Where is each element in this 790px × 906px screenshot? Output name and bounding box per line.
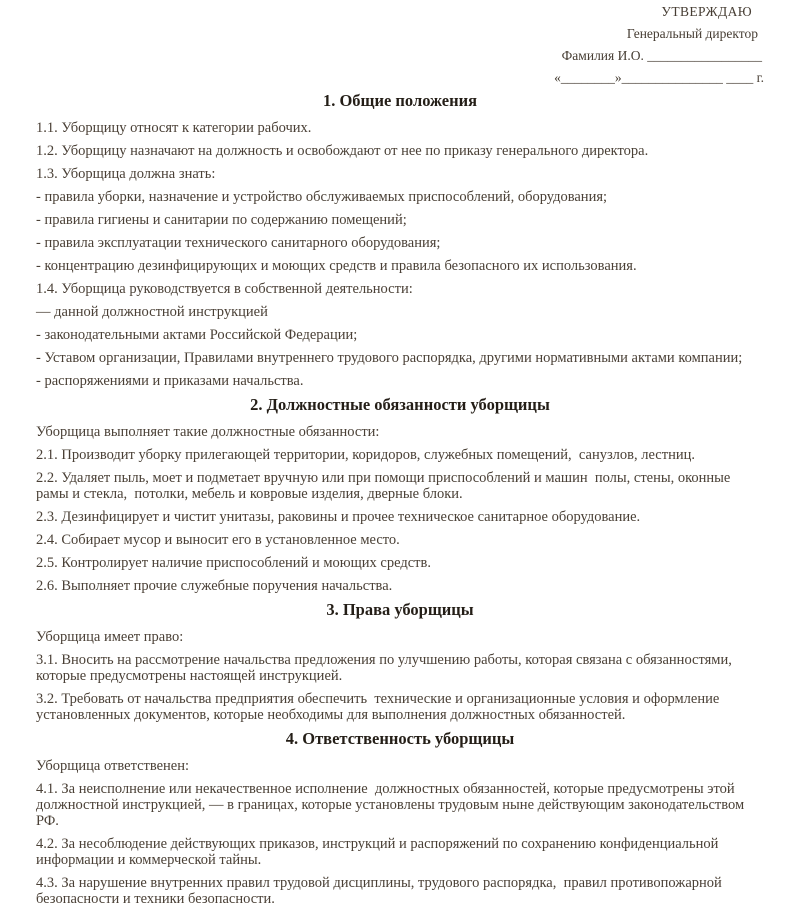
clause-1-4: 1.4. Уборщица руководствуется в собственной деятельности: [36,281,413,297]
clause-2-4: 2.4. Собирает мусор и выносит его в установленное место. [36,532,400,548]
clause-2-3: 2.3. Дезинфицирует и чистит унитазы, раковины и прочее техническое санитарное оборудование. [36,509,641,525]
approval-block [36,4,764,85]
section-general-provisions [36,92,764,389]
rights-intro: Уборщица имеет право: [36,629,184,645]
clause-1-3: 1.3. Уборщица должна знать: [36,166,216,182]
section-duties [36,396,764,594]
duties-intro: Уборщица выполняет такие должностные обязанности: [36,424,380,440]
section-title-general: 1. Общие положения [322,91,478,110]
clause-2-1: 2.1. Производит уборку прилегающей территории, коридоров, служебных помещений, санузлов, лестниц. [36,447,695,463]
clause-4-2: 4.2. За несоблюдение действующих приказов, инструкций и распоряжений по сохранению конфиденциальной информации и коммерческой тайны. [36,836,723,868]
clause-2-5: 2.5. Контролирует наличие приспособлений и моющих средств. [36,555,431,571]
clause-1-2: 1.2. Уборщицу назначают на должность и освобождают от нее по приказу генерального директора. [36,143,649,159]
clause-3-1: 3.1. Вносить на рассмотрение начальства предложения по улучшению работы, которая связана с обязанностями, которые предусмотрены настоящей инструкцией. [36,652,736,684]
approval-name-line: Фамилия И.О. _________________ [561,48,762,63]
approval-date-line: «________»_______________ ____ г. [554,70,764,85]
clause-3-2: 3.2. Требовать от начальства предприятия обеспечить технические и организационные условия и оформление установленных документов, которые необходимы для выполнения должностных обязанностей. [36,691,723,723]
knowledge-item-3: - правила эксплуатации технического санитарного оборудования; [36,235,441,251]
section-title-rights: 3. Права уборщицы [326,600,474,619]
knowledge-item-1: - правила уборки, назначение и устройство обслуживаемых приспособлений, оборудования; [36,189,608,205]
clause-2-6: 2.6. Выполняет прочие служебные поручения начальства. [36,578,393,594]
section-responsibility [36,730,764,906]
approval-stamp: УТВЕРЖДАЮ [661,4,752,19]
knowledge-item-4: - концентрацию дезинфицирующих и моющих средств и правила безопасного их использования. [36,258,637,274]
clause-1-1: 1.1. Уборщицу относят к категории рабочих. [36,120,312,136]
clause-4-3: 4.3. За нарушение внутренних правил трудовой дисциплины, трудового распорядка, правил противопожарной безопасности и техники безопасности. [36,875,726,906]
guidance-item-1: — данной должностной инструкцией [36,304,268,320]
section-title-duties: 2. Должностные обязанности уборщицы [250,395,550,414]
knowledge-item-2: - правила гигиены и санитарии по содержанию помещений; [36,212,407,228]
guidance-item-2: - законодательными актами Российской Федерации; [36,327,358,343]
clause-2-2: 2.2. Удаляет пыль, моет и подметает вручную или при помощи приспособлений и машин полы, стены, оконные рамы и стекла, потолки, мебель и ковровые изделия, дверные блоки. [36,470,734,502]
guidance-item-4: - распоряжениями и приказами начальства. [36,373,304,389]
section-rights [36,601,764,723]
responsibility-intro: Уборщица ответственен: [36,758,190,774]
section-title-responsibility: 4. Ответственность уборщицы [285,729,515,748]
approval-position: Генеральный директор [626,26,758,41]
clause-4-1: 4.1. За неисполнение или некачественное исполнение должностных обязанностей, которые предусмотрены этой должностной инструкцией, — в границах, которые установлены трудовым ныне действующим законодательством РФ. [36,781,748,829]
guidance-item-3: - Уставом организации, Правилами внутреннего трудового распорядка, другими нормативными актами компании; [36,350,743,366]
